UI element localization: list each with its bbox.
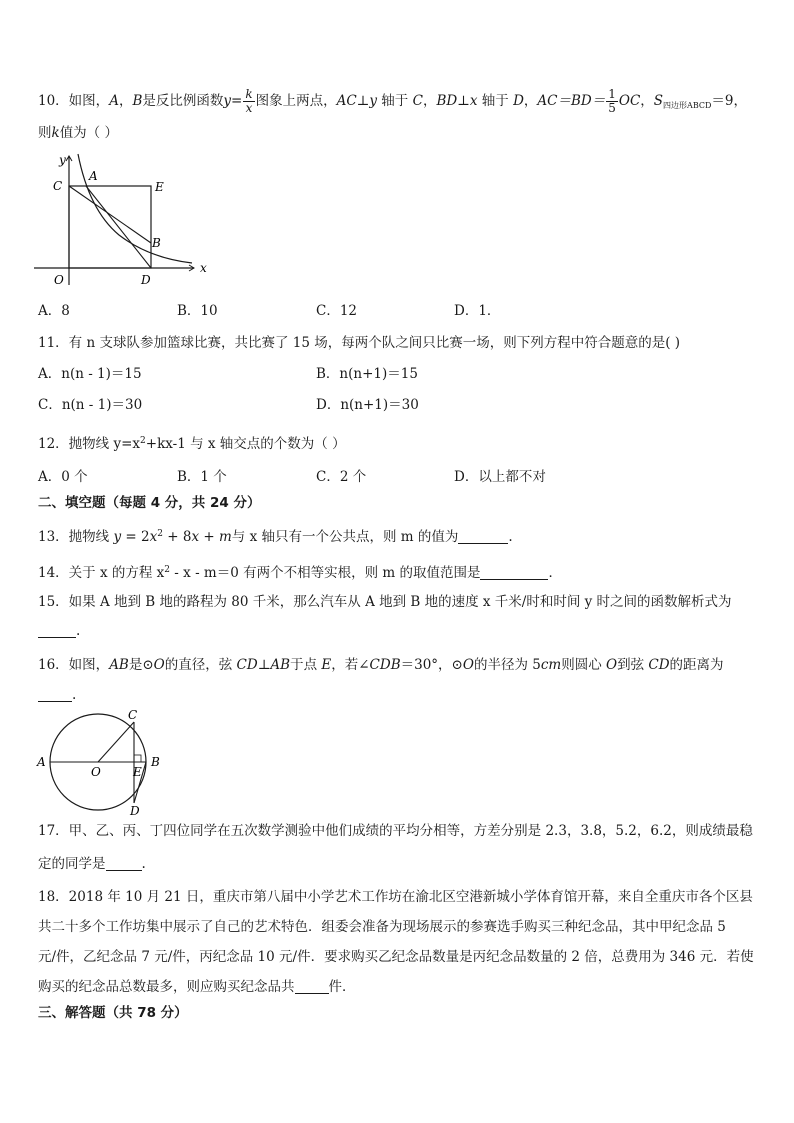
q11-option-c[interactable]: C．n(n - 1)＝30: [38, 397, 143, 413]
q13-expr: = 2: [121, 529, 150, 545]
q13-expr: m: [218, 529, 232, 545]
q17-line1: 17．甲、乙、丙、丁四位同学在五次数学测验中他们成绩的平均分相等，方差分别是 2.3，3.8，5.2，6.2，则成绩最稳: [38, 823, 753, 839]
q13-expr: +: [199, 529, 219, 545]
section-heading-answer: 三、解答题（共 78 分）: [38, 1005, 188, 1021]
q10-area-subscript: 四边形ABCD: [663, 101, 712, 110]
q11-option-a[interactable]: A．n(n - 1)＝15: [38, 366, 142, 382]
label-o: O: [91, 765, 101, 779]
q16-o: O: [462, 657, 474, 673]
q17-line2: [38, 855, 146, 873]
q16-cdb: CDB: [369, 657, 401, 673]
q16-text: ，若∠: [331, 657, 370, 673]
segment-ad: [86, 186, 151, 268]
q10-area-value: ＝9，: [711, 93, 747, 109]
q16-o: O: [153, 657, 165, 673]
q16-text: 16．如图，: [38, 657, 110, 673]
q10-prefix: 10．如图，: [38, 93, 110, 109]
q10-k-var: k: [51, 125, 60, 141]
q16-o: O: [606, 657, 618, 673]
q12-text-post: +kx-1 与 x 轴交点的个数为（ ）: [145, 436, 346, 452]
label-c: C: [53, 179, 63, 193]
q10-comma: ，: [422, 93, 437, 109]
q16-ab: AB: [109, 657, 129, 673]
q10-comma: ，: [523, 93, 538, 109]
q12-text-pre: 12．抛物线 y=x: [38, 436, 141, 452]
q18-line1: 18．2018 年 10 月 21 日，重庆市第八届中小学艺术工作坊在渝北区空港新城小学体育馆开幕，来自全重庆市各个区县: [38, 889, 753, 905]
q16-text: 的距离为: [669, 657, 724, 673]
q16-text: 则圆心: [561, 657, 607, 673]
q10-option-b[interactable]: B．10: [177, 303, 218, 319]
q16-cd: CD: [648, 657, 670, 673]
q10-bd-perp: BD⊥x: [436, 93, 478, 109]
q10-text: 轴于: [377, 93, 413, 109]
q17-answer-blank[interactable]: [106, 856, 142, 871]
q10-figure: [34, 150, 214, 288]
label-o: O: [54, 273, 64, 287]
q13-answer-blank[interactable]: [458, 529, 508, 544]
segment-oc: [98, 722, 134, 762]
q10-ac-eq: AC＝BD＝: [537, 93, 606, 109]
q18-line3: 元/件，乙纪念品 7 元/件，丙纪念品 10 元/件．要求购买乙纪念品数量是丙纪念品数量的 2 倍，总费用为 346 元．若使: [38, 949, 754, 965]
label-d: D: [130, 804, 140, 817]
q13-text: [38, 525, 513, 546]
q13-end: .: [508, 529, 513, 545]
q16-text: 到弦: [617, 657, 649, 673]
q12-option-c[interactable]: C．2 个: [316, 469, 367, 485]
q10-area-s: S: [653, 93, 664, 109]
q10-text: 图象上两点，: [255, 93, 337, 109]
q10-option-c[interactable]: C．12: [316, 303, 358, 319]
q16-e: E: [321, 657, 332, 673]
q12-option-d[interactable]: D．以上都不对: [454, 469, 546, 485]
q10-text: 轴于: [477, 93, 514, 109]
frac-denominator: 5: [608, 101, 616, 115]
q16-text: 的直径，弦: [164, 657, 237, 673]
q10-point-c: C: [412, 93, 423, 109]
q10-equals: =: [231, 93, 243, 109]
q10-y-var: y: [223, 93, 231, 109]
label-x: x: [200, 261, 207, 275]
q13-expr: + 8: [162, 529, 192, 545]
label-d: D: [141, 273, 151, 287]
frac-denominator: x: [245, 101, 253, 115]
q10-option-a[interactable]: A．8: [38, 303, 70, 319]
q16-text: [38, 656, 724, 674]
q16-cm: cm: [540, 657, 562, 673]
q10-line2: [38, 124, 118, 142]
q12-exponent: 2: [140, 436, 146, 446]
q14-text-pre: 14．关于 x 的方程 x: [38, 565, 165, 581]
q10-point-a: A: [109, 93, 119, 109]
q10-point-d: D: [513, 93, 524, 109]
q14-text-post: - x - m＝0 有两个不相等实根，则 m 的取值范围是: [170, 565, 481, 581]
q17-end: .: [141, 856, 146, 872]
q15-answer-line: [38, 622, 80, 640]
q18-answer-blank[interactable]: [295, 979, 329, 994]
q15-text: 15．如果 A 地到 B 地的路程为 80 千米，那么汽车从 A 地到 B 地的速度 x 千米/时和时间 y 时之间的函数解析式为: [38, 594, 732, 610]
q16-text: 的半径为 5: [473, 657, 541, 673]
q13-expr: y: [113, 529, 122, 545]
label-e: E: [133, 765, 142, 779]
q11-text: 11．有 n 支球队参加篮球比赛，共比赛了 15 场，每两个队之间只比赛一场，则下列方程中符合题意的是( ): [38, 335, 681, 351]
q10-comma: ，: [118, 93, 133, 109]
q14-answer-blank[interactable]: [480, 565, 548, 580]
q18-line4: [38, 978, 356, 996]
label-c: C: [128, 708, 138, 722]
q10-text: 则: [38, 125, 52, 141]
q14-end: ．: [548, 565, 562, 581]
q17-text: 定的同学是: [38, 856, 106, 872]
q14-text: [38, 561, 562, 582]
q13-exponent: 2: [157, 529, 163, 539]
q16-text: 于点: [290, 657, 322, 673]
label-a: A: [89, 169, 98, 183]
q16-answer-line: [38, 686, 76, 704]
q16-text: ＝30°，⊙: [400, 657, 463, 673]
q12-option-a[interactable]: A．0 个: [38, 469, 88, 485]
q13-text-post: 与 x 轴只有一个公共点，则 m 的值为: [231, 529, 459, 545]
q14-exponent: 2: [164, 565, 171, 575]
q10-option-d[interactable]: D．1．: [454, 303, 501, 319]
q15-end: .: [76, 623, 81, 639]
q10-fraction-1-over-5: [606, 88, 618, 115]
q10-ac-perp: AC⊥y: [336, 93, 377, 109]
q18-end: 件．: [328, 979, 356, 995]
q16-answer-blank[interactable]: [38, 687, 72, 702]
label-a: A: [37, 755, 46, 769]
q15-answer-blank[interactable]: [38, 623, 76, 638]
q11-option-b[interactable]: B．n(n+1)＝15: [316, 366, 418, 382]
q16-end: .: [72, 687, 77, 703]
q10-point-b: B: [132, 93, 143, 109]
q10-text: 值为（ ）: [59, 125, 118, 141]
q13-text-pre: 13．抛物线: [38, 529, 114, 545]
q10-oc: OC: [618, 93, 641, 109]
q16-figure: [34, 705, 174, 817]
q18-line2: 共二十多个工作坊集中展示了自己的艺术特色．组委会准备为现场展示的参赛选手购买三种纪念品，其中甲纪念品 5: [38, 919, 726, 935]
q10-line1: [38, 88, 747, 115]
q12-text: [38, 432, 346, 453]
q10-text: 是反比例函数: [142, 93, 224, 109]
q16-text: 是⊙: [128, 657, 154, 673]
q10-comma: ，: [640, 93, 654, 109]
q12-option-b[interactable]: B．1 个: [177, 469, 227, 485]
right-angle-mark: [134, 755, 141, 762]
frac-numerator: k: [245, 87, 253, 101]
q13-expr: x: [191, 529, 200, 545]
segment-cb: [69, 186, 151, 243]
label-e: E: [155, 180, 164, 194]
label-y: y: [59, 153, 66, 167]
section-heading-fill-in: 二、填空题（每题 4 分，共 24 分）: [38, 495, 261, 511]
q13-expr: x: [149, 529, 158, 545]
q18-text: 购买的纪念品总数最多，则应购买纪念品共: [38, 979, 295, 995]
label-b: B: [152, 236, 161, 250]
label-b: B: [151, 755, 160, 769]
q10-fraction-k-over-x: [243, 88, 254, 115]
frac-numerator: 1: [608, 87, 616, 101]
q16-cd-perp-ab: CD⊥AB: [236, 657, 291, 673]
q11-option-d[interactable]: D．n(n+1)＝30: [316, 397, 419, 413]
